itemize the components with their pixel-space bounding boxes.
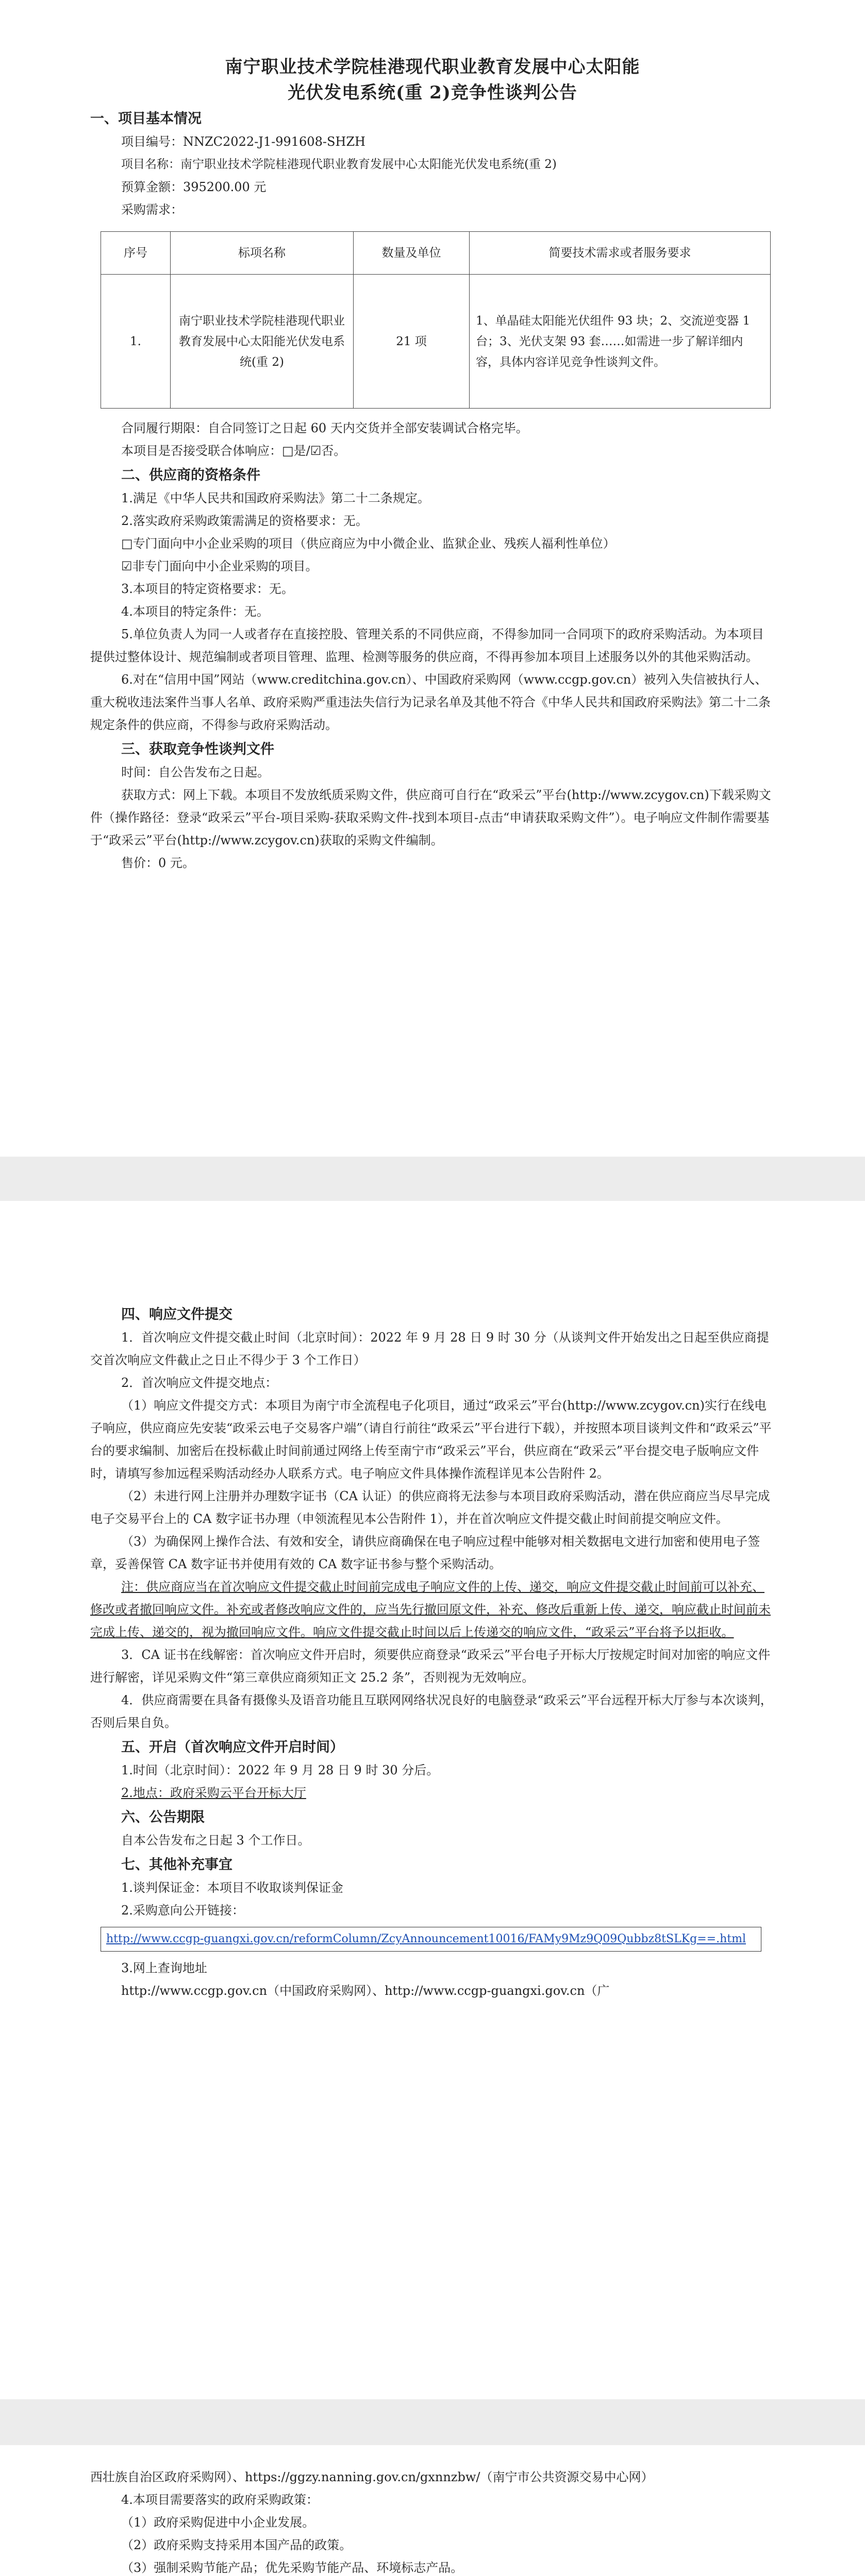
qual-1: 1.满足《中华人民共和国政府采购法》第二十二条规定。 <box>121 491 430 505</box>
submit-note: 注：供应商应当在首次响应文件提交截止时间前完成电子响应文件的上传、递交，响应文件提交截止时间前可以补充、修改或者撤回响应文件。补充或者修改响应文件的，应当先行撤回原文件，补充、修改后重新上传、递交，响应截止时间前未完成上传、递交的，视为撤回响应文件。响应文件提交截止时间以后上传递交的响应文件，“政采云”平台将予以拒收。 <box>90 1580 771 1639</box>
doc-way: 获取方式：网上下载。本项目不发放纸质采购文件，供应商可自行在“政采云”平台(http://www.zcygov.cn)下载采购文件（操作路径：登录“政采云”平台-项目采购-获取采购文件-找到本项目-点击“申请获取采购文件”）。电子响应文件制作需要基于“政采云”平台(http://www.zcygov.cn)获取的采购文件编制。 <box>90 788 771 848</box>
section-4-heading: 四、响应文件提交 <box>121 1307 232 1323</box>
query-label: 3.网上查询地址 <box>121 1961 207 1975</box>
doc-time: 时间：自公告发布之日起。 <box>121 765 270 779</box>
submit-location: 2．首次响应文件提交地点： <box>121 1376 278 1390</box>
policy-2: （2）政府采购支持采用本国产品的政策。 <box>121 2538 352 2552</box>
ca-decrypt: 3．CA 证书在线解密：首次响应文件开启时，须要供应商登录“政采云”平台电子开标大厅按规定时间对加密的响应文件进行解密，详见采购文件“第三章供应商须知正文 25.2 条”，否则视为无效响应。 <box>90 1648 771 1685</box>
requirement-table <box>101 231 771 409</box>
query-sites-2[interactable]: 西壮族自治区政府采购网）、https://ggzy.nanning.gov.cn/gxnnzbw/（南宁市公共资源交易中心网） <box>90 2470 654 2484</box>
ca-safety: （3）为确保网上操作合法、有效和安全，请供应商确保在电子响应过程中能够对相关数据电文进行加密和使用电子签章，妥善保管 CA 数字证书并使用有效的 CA 数字证书参与整个采购活动。 <box>90 1534 760 1571</box>
cell-req: 1、单晶硅太阳能光伏组件 93 块；2、交流逆变器 1 台；3、光伏支架 93 套……如需进一步了解详细内容，具体内容详见竞争性谈判文件。 <box>470 275 771 409</box>
deadline: 1．首次响应文件提交截止时间（北京时间）：2022 年 9 月 28 日 9 时 30 分（从谈判文件开始发出之日起至供应商提交首次响应文件截止之日止不得少于 3 个工作日） <box>90 1330 769 1367</box>
col-header-qty: 数量及单位 <box>354 232 470 275</box>
project-code: 项目编号：NNZC2022-J1-991608-SHZH <box>121 134 365 149</box>
page-3 <box>0 2445 865 2576</box>
section-5-heading: 五、开启（首次响应文件开启时间） <box>121 1739 344 1755</box>
announce-period: 自本公告发布之日起 3 个工作日。 <box>121 1833 310 1848</box>
col-header-name: 标项名称 <box>171 232 354 275</box>
intent-link[interactable]: http://www.ccgp-guangxi.gov.cn/reformColumn/ZcyAnnouncement10016/FAMy9Mz9Q09Qubbz8tSLKg==.html <box>101 1927 761 1952</box>
qual-4: 4.本项目的特定条件：无。 <box>121 604 269 619</box>
budget: 预算金额：395200.00 元 <box>121 180 267 194</box>
page-1 <box>0 0 865 1157</box>
title-line-1: 南宁职业技术学院桂港现代职业教育发展中心太阳能 <box>225 57 640 77</box>
col-header-no: 序号 <box>101 232 171 275</box>
qual-5: 5.单位负责人为同一人或者存在直接控股、管理关系的不同供应商，不得参加同一合同项下的政府采购活动。为本项目提供过整体设计、规范编制或者项目管理、监理、检测等服务的供应商，不得再参加本项目上述服务以外的其他采购活动。 <box>90 627 764 664</box>
qual-6: 6.对在“信用中国”网站（www.creditchina.gov.cn）、中国政府采购网（www.ccgp.gov.cn）被列入失信被执行人、重大税收违法案件当事人名单、政府采购严重违法失信行为记录名单及其他不符合《中华人民共和国政府采购法》第二十二条规定条件的供应商，不得参与政府采购活动。 <box>90 672 771 732</box>
col-header-req: 简要技术需求或者服务要求 <box>470 232 771 275</box>
section-7-heading: 七、其他补充事宜 <box>121 1857 232 1873</box>
purchase-need: 采购需求： <box>121 202 183 217</box>
project-name: 项目名称：南宁职业技术学院桂港现代职业教育发展中心太阳能光伏发电系统(重 2) <box>121 158 557 171</box>
contract-period: 合同履行期限：自合同签订之日起 60 天内交货并全部安装调试合格完毕。 <box>121 421 528 435</box>
cell-no: 1. <box>101 275 171 409</box>
query-sites-1[interactable]: http://www.ccgp.gov.cn（中国政府采购网）、http://www.ccgp-guangxi.gov.cn（广 <box>121 1984 610 1998</box>
table-header-row <box>101 232 771 275</box>
cell-qty: 21 项 <box>354 275 470 409</box>
policy-1: （1）政府采购促进中小企业发展。 <box>121 2515 315 2530</box>
section-1-heading: 一、项目基本情况 <box>90 111 202 127</box>
qual-not-sme-only: ☑非专门面向中小企业采购的项目。 <box>121 559 318 573</box>
page-2 <box>0 1201 865 2399</box>
policy-label: 4.本项目需要落实的政府采购政策： <box>121 2493 319 2507</box>
title-line-2: 光伏发电系统(重 2)竞争性谈判公告 <box>288 82 577 103</box>
qual-2: 2.落实政府采购政策需满足的资格要求：无。 <box>121 514 368 528</box>
doc-price: 售价：0 元。 <box>121 856 195 870</box>
remote-hall: 4．供应商需要在具备有摄像头及语音功能且互联网网络状况良好的电脑登录“政采云”平台远程开标大厅参与本次谈判，否则后果自负。 <box>90 1693 773 1730</box>
ca-cert: （2）未进行网上注册并办理数字证书（CA 认证）的供应商将无法参与本项目政府采购活动，潜在供应商应当尽早完成电子交易平台上的 CA 数字证书办理（申领流程见本公告附件 1），并在首次响应文件提交截止时间前提交响应文件。 <box>90 1489 770 1526</box>
qual-3: 3.本项目的特定资格要求：无。 <box>121 582 294 596</box>
deposit: 1.谈判保证金：本项目不收取谈判保证金 <box>121 1880 343 1895</box>
qual-sme-only: □专门面向中小企业采购的项目（供应商应为中小微企业、监狱企业、残疾人福利性单位） <box>121 536 616 551</box>
open-place: 2.地点：政府采购云平台开标大厅 <box>121 1786 306 1800</box>
document-title <box>90 54 775 106</box>
union-accept: 本项目是否接受联合体响应：□是/☑否。 <box>121 444 346 458</box>
section-3-heading: 三、获取竞争性谈判文件 <box>121 741 274 757</box>
section-2-heading: 二、供应商的资格条件 <box>121 467 260 483</box>
table-row <box>101 275 771 409</box>
cell-name: 南宁职业技术学院桂港现代职业教育发展中心太阳能光伏发电系统(重 2) <box>171 275 354 409</box>
submit-method: （1）响应文件提交方式：本项目为南宁市全流程电子化项目，通过“政采云”平台(http://www.zcygov.cn)实行在线电子响应，供应商应先安装“政采云电子交易客户端”（请自行前往“政采云”平台进行下载），并按照本项目谈判文件和“政采云”平台的要求编制、加密后在投标截止时间前通过网络上传至南宁市“政采云”平台，供应商在“政采云”平台提交电子版响应文件时，请填写参加远程采购活动经办人联系方式。电子响应文件具体操作流程详见本公告附件 2。 <box>90 1398 772 1481</box>
intent-link-label: 2.采购意向公开链接： <box>121 1903 244 1918</box>
open-time: 1.时间（北京时间）：2022 年 9 月 28 日 9 时 30 分后。 <box>121 1763 439 1777</box>
policy-3: （3）强制采购节能产品；优先采购节能产品、环境标志产品。 <box>121 2561 463 2575</box>
section-6-heading: 六、公告期限 <box>121 1809 205 1825</box>
